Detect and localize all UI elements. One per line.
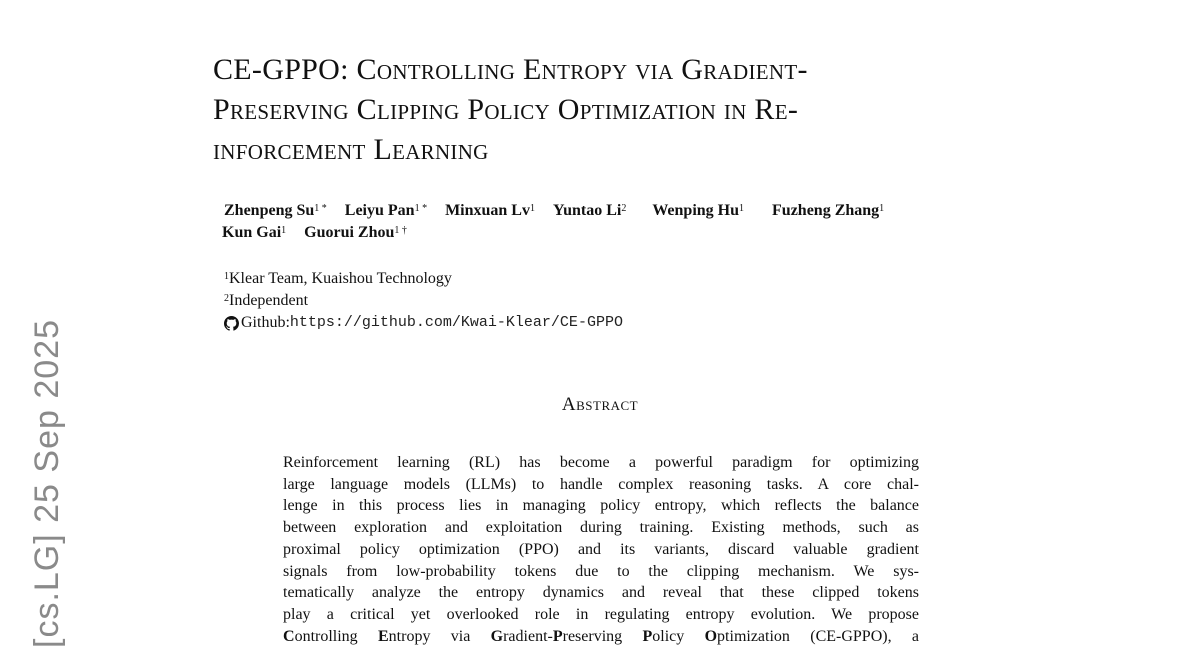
abstract-line: proximal policy optimization (PPO) and its variants, discard valuable gradient [283, 540, 919, 558]
abstract-body [283, 452, 919, 647]
abstract-line: lenge in this process lies in managing policy entropy, which reflects the balance [283, 497, 919, 515]
title-line: inforcement Learning [213, 133, 489, 166]
author: Yuntao Li$^2$ [552, 202, 627, 219]
author: Wenping Hu$^1$ [652, 202, 745, 219]
abstract-line: Reinforcement learning (RL) has become a powerful paradigm for optimizing [283, 454, 919, 471]
author: Minxuan Lv$^1$ [445, 202, 535, 219]
title-line: Preserving Clipping Policy Optimization in Re- [213, 93, 799, 126]
author: Guorui Zhou$^{1 \dagger}$ [304, 224, 407, 241]
author: Kun Gai$^1$ [222, 224, 287, 241]
github-icon [224, 316, 239, 331]
affiliation: $^1$Klear Team, Kuaishou Technology [224, 270, 452, 287]
abstract-line: between exploration and exploitation during training. Existing methods, such as [283, 519, 919, 537]
affiliations [224, 268, 623, 334]
arxiv-stamp: [cs.LG] 25 Sep 2025 [28, 319, 66, 648]
author: Fuzheng Zhang$^1$ [772, 202, 885, 219]
abstract-line: play a critical yet overlooked role in regulating entropy evolution. We propose [283, 605, 919, 623]
author-row [222, 222, 1044, 244]
author: Zhenpeng $Su^{1 *}$ [224, 202, 327, 219]
github-label: Github: [241, 314, 290, 331]
abstract-line: large language models (LLMs) to handle complex reasoning tasks. A core chal- [283, 475, 919, 493]
abstract-line: signals from low-probability tokens due to the clipping mechanism. We sys- [283, 562, 919, 580]
author-row [224, 200, 1044, 222]
affiliation: $^2$Independent [224, 292, 309, 309]
abstract-heading: Abstract [561, 394, 639, 415]
paper-title [213, 50, 1013, 170]
github-url[interactable]: https://github.com/Kwai-Klear/CE-GPPO [289, 314, 623, 331]
abstract-line-method-name: Controlling Entropy via Gradient-Preserving Policy Optimization (CE-GPPO), a [283, 627, 919, 645]
github-link[interactable] [224, 312, 623, 334]
title-line: CE-GPPO: Controlling Entropy via Gradient- [213, 53, 808, 86]
author-list [224, 200, 1044, 244]
abstract-line: tematically analyze the entropy dynamics and reveal that these clipped tokens [283, 584, 919, 602]
author: Leiyu Pan$^{1 *}$ [344, 202, 428, 219]
